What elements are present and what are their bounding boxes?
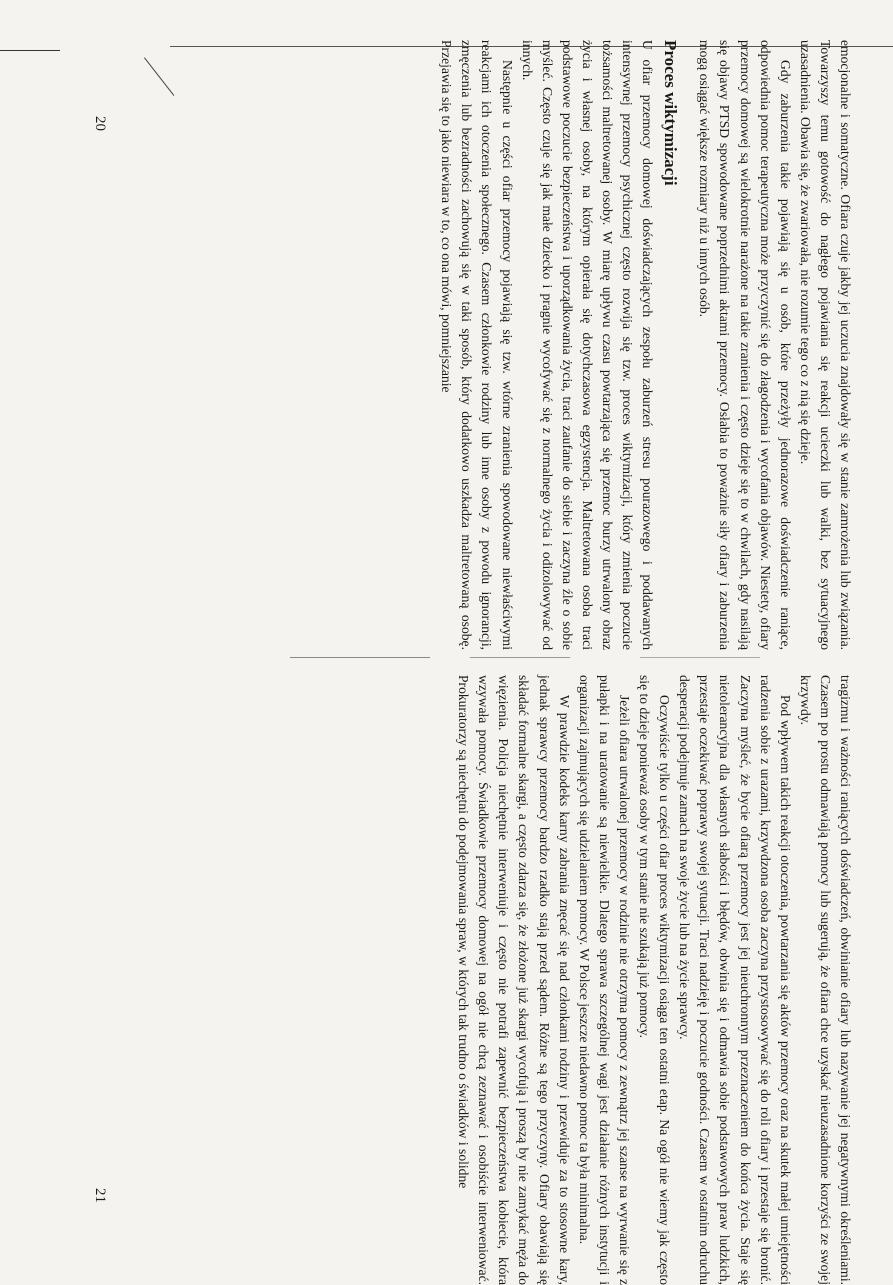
paragraph: W prawdzie kodeks karny zabrania znęcać się nad członkami rodziny i przewiduje za to stosowne kary, jednak sprawcy przemocy bardzo rzadko stają przed sądem. Różne są tego przyczyny. Ofiary obawiają się składać formalne skargi, a często zdarza się, że złożone już skargi wycofują i proszą by nie zamykać męża do więzienia. Policja niechętnie interweniuje i często nie potrafi zapewnić bezpieczeństwa kobiecie, która wzywała pomocy. Świadkowie przemocy domowej na ogół nie chcą zeznawać i osobiście interweniować. Prokuratorzy są niechętni do podejmowania spraw, w których tak trudno o świadków i solidne [456,675,572,1285]
paragraph: tragizmu i ważności raniących doświadczeń, obwinianie ofiary lub nazywanie jej negatywnymi określeniami. Czasem po prostu odmawiają pomocy lub sugerują, że ofiara chce uzyskać nieuzasadnione korzyści ze swojej krzywdy. [797,675,853,1285]
scan-edge-line [470,657,570,658]
pencil-mark [144,57,174,95]
paragraph: Jeżeli ofiara utrwalonej przemocy w rodzinie nie otrzyma pomocy z zewnątrz jej szanse na wyrwanie się z pułapki i na uratowanie są niewielkie. Dlatego sprawa szczególnej wagi jest działanie różnych instytucji i organizacji zajmujących się udzielaniem pomocy. W Polsce jeszcze niedawno pomoc ta była minimalna. [576,675,632,1285]
left-page-text [436,40,855,650]
paragraph: Gdy zaburzenia takie pojawiają się u osób, które przeżyły jednorazowe doświadczenie raniące, odpowiednia pomoc terapeutyczna może przyczynić się do złagodzenia i wycofania objawów. Niestety, ofiary przemocy domowej są wielokrotnie narażone na takie zranienia i często dzieje się to w chwilach, gdy nasilają się objawy PTSD spowodowane poprzednimi aktami przemocy. Osłabia to poważnie siły ofiary i zaburzenia mogą osiągać większe rozmiary niż u innych osób. [697,40,793,650]
paragraph: emocjonalne i somatyczne. Ofiara czuje jakby jej uczucia znajdowały się w stanie zamrożenia lub związania. Towarzyszy temu gotowość do nagłego pojawiania się reakcji ucieczki lub walki, bez sytuacyjnego uzasadnienia. Obawia się, że zwariowała, nie rozumie tego co z nią się dzieje. [797,40,853,650]
right-page-text [453,675,855,1285]
paragraph: Następnie u części ofiar przemocy pojawiają się tzw. wtórne zranienia spowodowane niewłaściwymi reakcjami ich otoczenia społecznego. Czasem członkowie rodziny lub inne osoby z powodu ignorancji, zmęczenia lub bezradności zachowują się w taki sposób, który dodatkowo uszkadza maltretowaną osobę. Przejawia się to jako niewiara w to, co ona mówi, pomniejszanie [439,40,515,650]
section-heading: Proces wiktymizacji [661,40,681,186]
scan-edge-line [0,50,60,51]
page-number: 20 [92,116,108,131]
paragraph: U ofiar przemocy domowej doświadczających zespołu zaburzeń stresu pourazowego i poddawanych intensywnej przemocy psychicznej często rozwija się tzw. proces wiktymizacji, który zmienia poczucie tożsamości maltretowanej osoby. W miarę upływu czasu powtarzająca się przemoc burzy utrwalony obraz życia i własnej osoby, na którym opierała się dotychczasowa egzystencja. Maltretowana osoba traci podstawowe poczucie bezpieczeństwa i uporządkowania życia, traci zaufanie do siebie i zaczyna źle o sobie myśleć. Często czuje się jak małe dziecko i pragnie wycofywać się z normalnego życia i odizolowywać od innych. [519,40,656,650]
scan-edge-line [640,657,760,658]
paragraph: Pod wpływem takich reakcji otoczenia, powtarzania się aktów przemocy oraz na skutek małej umiejętności radzenia sobie z urazami, krzywdzona osoba zaczyna przystosowywać się do roli ofiary i przestaje się bronić. Zaczyna myśleć, że bycie ofiarą przemocy jest jej nieuchronnym przeznaczeniem do końca życia. Staje się nietolerancyjna dla własnych słabości i błędów, obwinia się i odmawia sobie podstawowych praw ludzkich, przestaje oczekiwać poprawy swojej sytuacji. Traci nadzieję i poczucie godności. Czasem w ostatnim odruchu desperacji podejmuje zamach na swoje życie lub na życie sprawcy. [677,675,793,1285]
scan-edge-line [290,657,430,658]
paragraph: Oczywiście tylko u części ofiar proces wiktymizacji osiąga ten ostatni etap. Na ogół nie wiemy jak często się to dzieje ponieważ osoby w tym stanie nie szukają już pomocy. [637,675,673,1285]
page-number: 21 [92,1188,108,1203]
